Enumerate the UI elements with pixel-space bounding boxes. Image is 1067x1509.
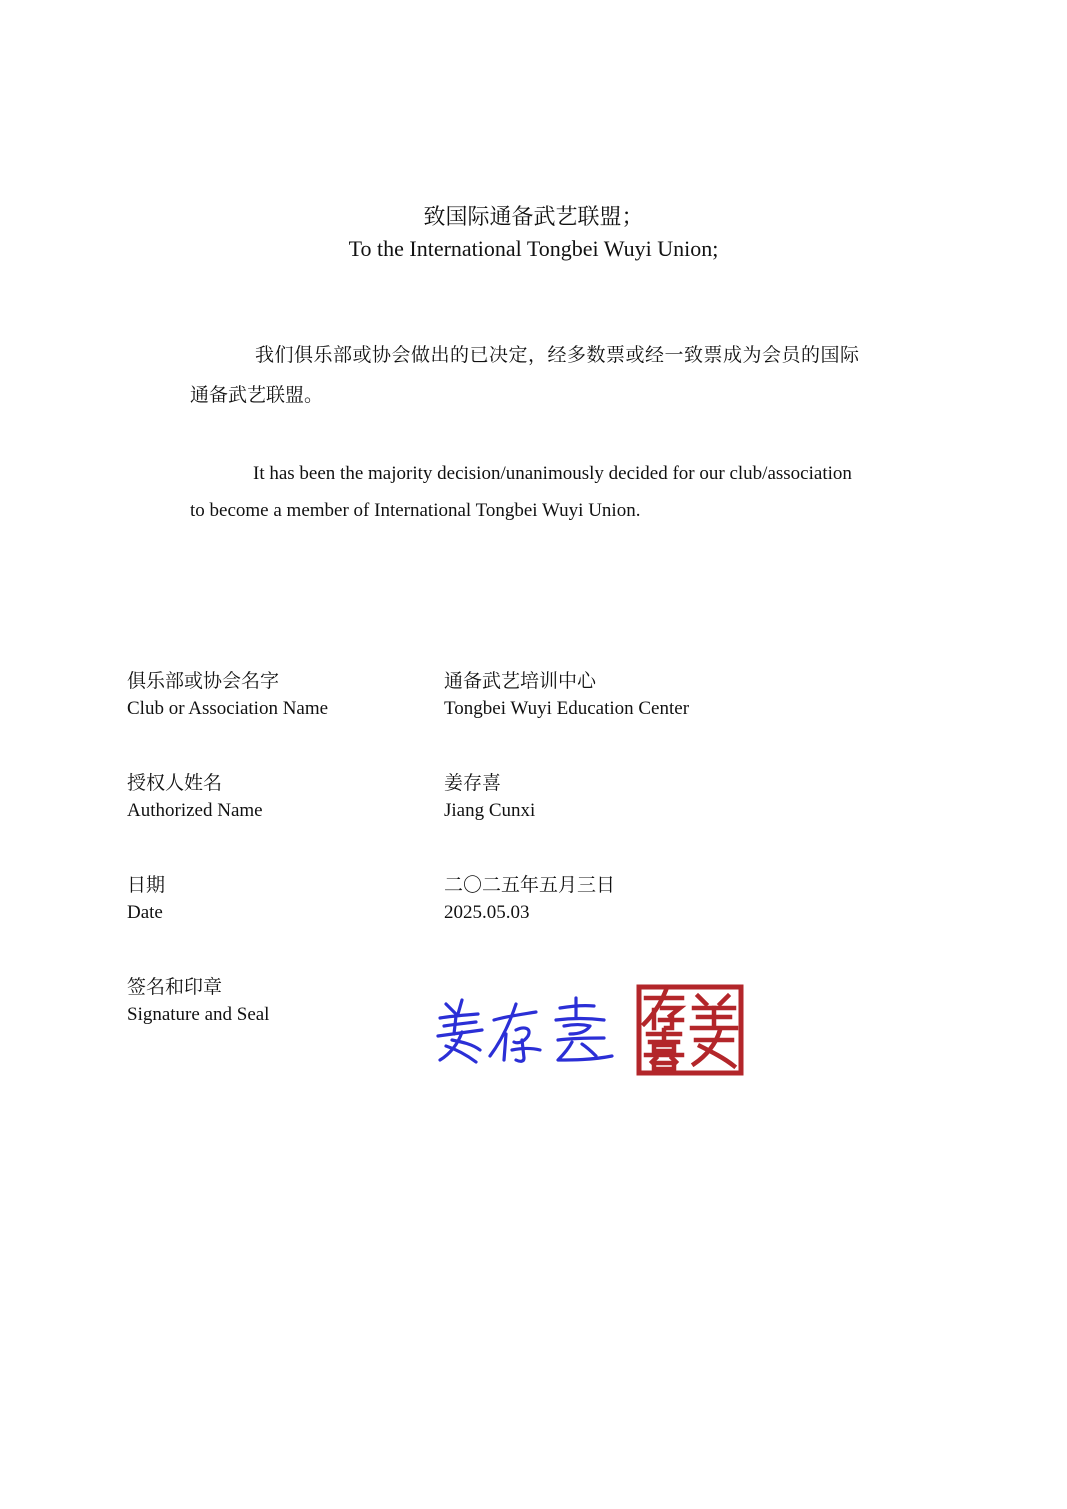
field-label [127, 770, 427, 824]
handwritten-signature [432, 990, 617, 1070]
seal-stamp [636, 984, 744, 1076]
declaration-zh-line-1: 我们俱乐部或协会做出的已决定，经多数票或经一致票成为会员的国际 [255, 345, 860, 366]
letter-salutation-en: To the International Tongbei Wuyi Union; [348, 236, 719, 261]
field-value-en: Jiang Cunxi [444, 800, 536, 821]
field-label-zh: 俱乐部或协会名字 [127, 671, 280, 692]
field-label [127, 974, 427, 1028]
field-label-en: Signature and Seal [127, 1004, 270, 1025]
declaration-en-line-2: to become a member of International Tongbei Wuyi Union. [190, 500, 641, 521]
field-label [127, 872, 427, 926]
field-label [127, 668, 427, 722]
field-label-zh: 授权人姓名 [127, 773, 223, 794]
field-value [444, 668, 944, 722]
field-value [444, 872, 944, 926]
declaration-en-line-1: It has been the majority decision/unanimously decided for our club/association [253, 463, 852, 484]
field-value-zh: 二〇二五年五月三日 [444, 875, 616, 896]
letter-salutation-zh: 致国际通备武艺联盟； [423, 204, 644, 229]
field-value-en: Tongbei Wuyi Education Center [444, 698, 690, 719]
field-label-zh: 日期 [127, 875, 166, 896]
field-label-zh: 签名和印章 [127, 977, 223, 998]
field-label-en: Date [127, 902, 163, 923]
field-value-en: 2025.05.03 [444, 902, 530, 923]
declaration-zh-line-2: 通备武艺联盟。 [190, 385, 324, 406]
field-value-zh: 通备武艺培训中心 [444, 671, 597, 692]
field-value [444, 770, 944, 824]
field-label-en: Authorized Name [127, 800, 263, 821]
declaration-paragraph-zh [190, 336, 935, 416]
field-value-zh: 姜存喜 [444, 773, 502, 794]
field-label-en: Club or Association Name [127, 698, 329, 719]
declaration-paragraph-en [190, 455, 935, 529]
